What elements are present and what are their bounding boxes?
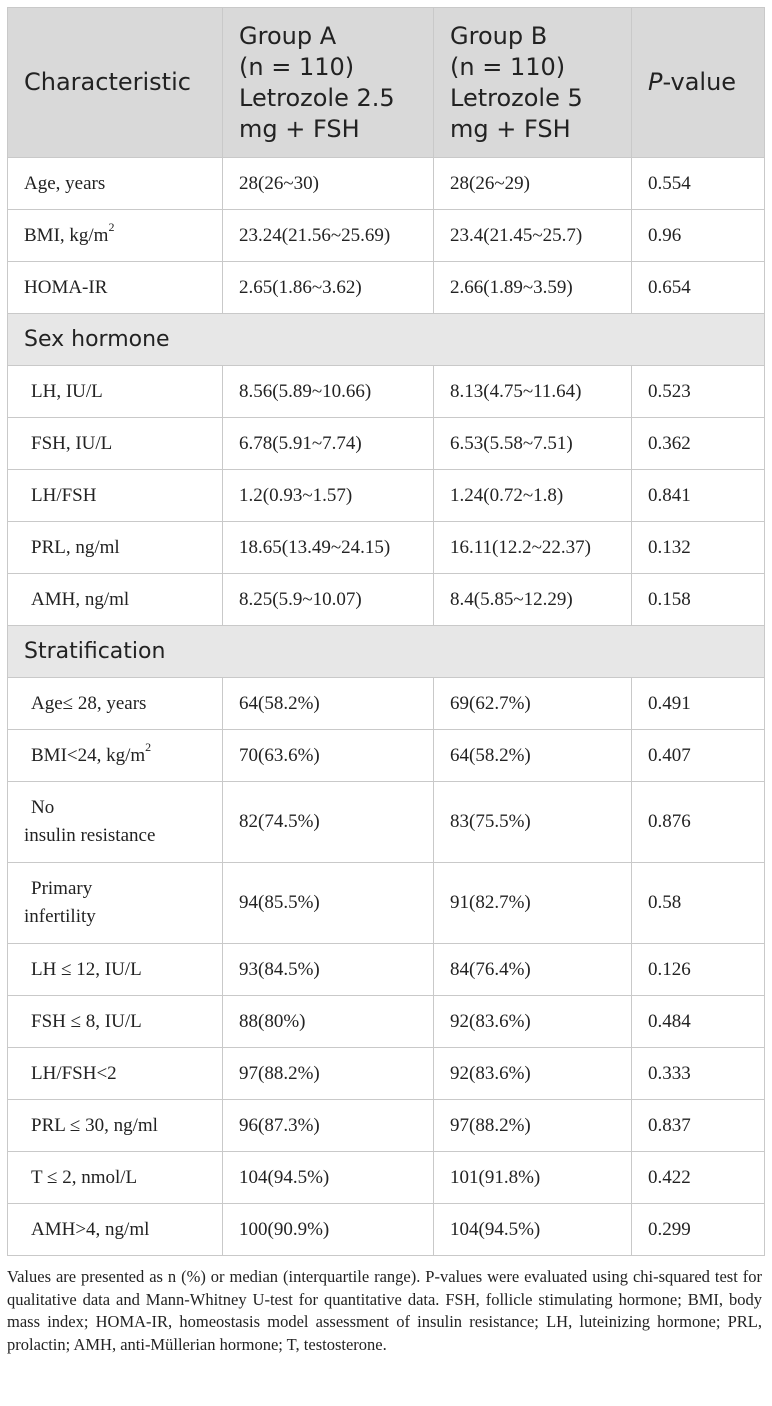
p-value: 0.132 bbox=[632, 522, 765, 574]
group-b-value: 64(58.2%) bbox=[434, 730, 632, 782]
row-label: BMI, $kg/m^2$ bbox=[8, 210, 223, 262]
row-label: LH/FSH<2 bbox=[8, 1048, 223, 1100]
group-a-value: 82(74.5%) bbox=[223, 782, 434, 863]
section-row bbox=[8, 314, 765, 366]
group-b-value: 8.4(5.85~12.29) bbox=[434, 574, 632, 626]
header-group-a: Group A (n = 110) Letrozole 2.5 mg + FSH bbox=[223, 8, 434, 158]
group-b-value: 6.53(5.58~7.51) bbox=[434, 418, 632, 470]
table-row bbox=[8, 1204, 765, 1256]
p-value: 0.422 bbox=[632, 1152, 765, 1204]
group-a-value: 104(94.5%) bbox=[223, 1152, 434, 1204]
row-label: Age, years bbox=[8, 158, 223, 210]
p-value: 0.407 bbox=[632, 730, 765, 782]
group-b-value: 101(91.8%) bbox=[434, 1152, 632, 1204]
table-row bbox=[8, 418, 765, 470]
table-row bbox=[8, 262, 765, 314]
group-b-value: 8.13(4.75~11.64) bbox=[434, 366, 632, 418]
group-a-value: 88(80%) bbox=[223, 996, 434, 1048]
header-characteristic: Characteristic bbox=[8, 8, 223, 158]
section-title-sex-hormone: Sex hormone bbox=[8, 314, 765, 366]
p-value: 0.523 bbox=[632, 366, 765, 418]
p-value: 0.96 bbox=[632, 210, 765, 262]
table-row bbox=[8, 782, 765, 863]
group-b-value: 28(26~29) bbox=[434, 158, 632, 210]
p-value: 0.484 bbox=[632, 996, 765, 1048]
table-row bbox=[8, 863, 765, 944]
group-a-value: 94(85.5%) bbox=[223, 863, 434, 944]
group-a-value: 8.25(5.9~10.07) bbox=[223, 574, 434, 626]
table-row bbox=[8, 1048, 765, 1100]
p-value: 0.554 bbox=[632, 158, 765, 210]
p-value: 0.333 bbox=[632, 1048, 765, 1100]
group-b-value: 1.24(0.72~1.8) bbox=[434, 470, 632, 522]
group-a-value: 97(88.2%) bbox=[223, 1048, 434, 1100]
table-row bbox=[8, 1152, 765, 1204]
table-row bbox=[8, 1100, 765, 1152]
p-value: 0.491 bbox=[632, 678, 765, 730]
row-label: T ≤ 2, nmol/L bbox=[8, 1152, 223, 1204]
section-row bbox=[8, 626, 765, 678]
group-b-value: 92(83.6%) bbox=[434, 1048, 632, 1100]
group-b-value: 84(76.4%) bbox=[434, 944, 632, 996]
row-label: No insulin resistance bbox=[8, 782, 223, 863]
row-label: FSH, IU/L bbox=[8, 418, 223, 470]
table-footnote: Values are presented as n (%) or median (interquartile range). P-values were evaluated using chi-squared test for qualitative data and Mann-Whitney U-test for quantitative data. FSH, follicle stimulating hormone; BMI, body mass index; HOMA-IR, homeostasis model assessment of insulin resistance; LH, luteinizing hormone; PRL, prolactin; AMH, anti-Müllerian hormone; T, testosterone. bbox=[7, 1267, 762, 1354]
section-title-stratification: Stratification bbox=[8, 626, 765, 678]
table-row bbox=[8, 522, 765, 574]
row-label: LH, IU/L bbox=[8, 366, 223, 418]
p-value: 0.158 bbox=[632, 574, 765, 626]
row-label: Primary infertility bbox=[8, 863, 223, 944]
row-label: BMI<24, $kg/m^2$ bbox=[8, 730, 223, 782]
row-label: PRL ≤ 30, ng/ml bbox=[8, 1100, 223, 1152]
group-b-value: 69(62.7%) bbox=[434, 678, 632, 730]
header-p-value: P-value bbox=[632, 8, 765, 158]
table-row bbox=[8, 996, 765, 1048]
p-value: 0.362 bbox=[632, 418, 765, 470]
table-row bbox=[8, 730, 765, 782]
table-row bbox=[8, 574, 765, 626]
table-row bbox=[8, 470, 765, 522]
group-b-value: 16.11(12.2~22.37) bbox=[434, 522, 632, 574]
group-b-value: 2.66(1.89~3.59) bbox=[434, 262, 632, 314]
group-b-value: 97(88.2%) bbox=[434, 1100, 632, 1152]
group-b-value: 91(82.7%) bbox=[434, 863, 632, 944]
group-b-value: 104(94.5%) bbox=[434, 1204, 632, 1256]
p-value: 0.654 bbox=[632, 262, 765, 314]
group-a-value: 96(87.3%) bbox=[223, 1100, 434, 1152]
row-label: AMH>4, ng/ml bbox=[8, 1204, 223, 1256]
header-row bbox=[8, 8, 765, 158]
p-value: 0.58 bbox=[632, 863, 765, 944]
p-value: 0.126 bbox=[632, 944, 765, 996]
group-a-value: 93(84.5%) bbox=[223, 944, 434, 996]
group-a-value: 6.78(5.91~7.74) bbox=[223, 418, 434, 470]
row-label: PRL, ng/ml bbox=[8, 522, 223, 574]
group-b-value: 23.4(21.45~25.7) bbox=[434, 210, 632, 262]
group-a-value: 2.65(1.86~3.62) bbox=[223, 262, 434, 314]
group-a-value: 18.65(13.49~24.15) bbox=[223, 522, 434, 574]
p-value: 0.841 bbox=[632, 470, 765, 522]
row-label: FSH ≤ 8, IU/L bbox=[8, 996, 223, 1048]
table-row bbox=[8, 678, 765, 730]
row-label: AMH, ng/ml bbox=[8, 574, 223, 626]
group-b-value: 83(75.5%) bbox=[434, 782, 632, 863]
table-row bbox=[8, 944, 765, 996]
p-value: 0.876 bbox=[632, 782, 765, 863]
group-a-value: 8.56(5.89~10.66) bbox=[223, 366, 434, 418]
table-figure bbox=[7, 7, 764, 1356]
header-group-b: Group B (n = 110) Letrozole 5 mg + FSH bbox=[434, 8, 632, 158]
row-label: Age≤ 28, years bbox=[8, 678, 223, 730]
group-a-value: 28(26~30) bbox=[223, 158, 434, 210]
p-value: 0.299 bbox=[632, 1204, 765, 1256]
group-b-value: 92(83.6%) bbox=[434, 996, 632, 1048]
table-row bbox=[8, 210, 765, 262]
group-a-value: 1.2(0.93~1.57) bbox=[223, 470, 434, 522]
group-a-value: 70(63.6%) bbox=[223, 730, 434, 782]
table-row bbox=[8, 158, 765, 210]
row-label: LH ≤ 12, IU/L bbox=[8, 944, 223, 996]
row-label: LH/FSH bbox=[8, 470, 223, 522]
table-row bbox=[8, 366, 765, 418]
group-a-value: 100(90.9%) bbox=[223, 1204, 434, 1256]
group-a-value: 64(58.2%) bbox=[223, 678, 434, 730]
characteristics-table bbox=[7, 7, 765, 1256]
row-label: HOMA-IR bbox=[8, 262, 223, 314]
p-value: 0.837 bbox=[632, 1100, 765, 1152]
group-a-value: 23.24(21.56~25.69) bbox=[223, 210, 434, 262]
